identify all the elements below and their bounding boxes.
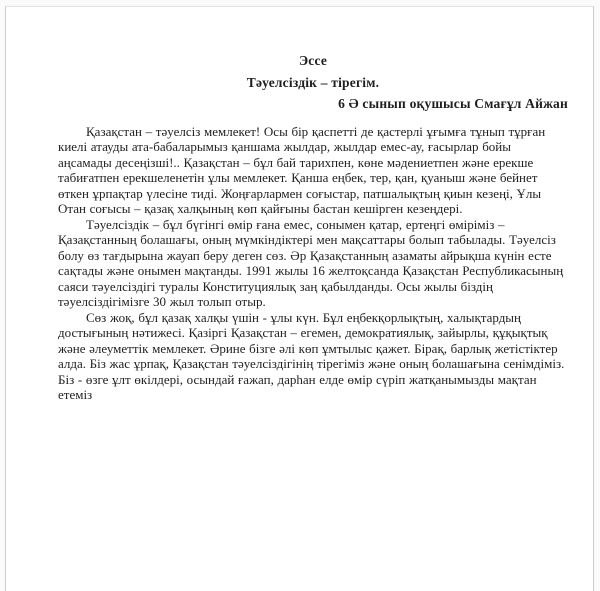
essay-paragraph-2: Тәуелсіздік – бұл бүгінгі өмір ғана емес, сонымен қатар, ертеңгі өміріміз – Қазақстанның болашағы, оның мүмкіндіктері мен мақсаттары болып табылады. Тәуелсіз болу өз тағдырына жауап беру деген сөз. Әр Қазақстанның азаматы айрықша күнін есте сақтады және онымен мақтанды. 1991 жылы 16 желтоқсанда Қазақстан Республикасының саяси тәуелсіздігі туралы Конституциялық заң қабылданды. Осы жылы біздің тәуелсіздігімізге 30 жыл толып отыр. (58, 216, 564, 309)
essay-subtitle: Тәуелсіздік – тірегім. (246, 74, 380, 90)
essay-content (6, 7, 593, 403)
essay-paragraph-3: Сөз жоқ, бұл қазақ халқы үшін - ұлы күн. Бұл еңбекқорлықтың, халықтардың достығының нәтижесі. Қазіргі Қазақстан – егемен, демократиялық, зайырлы, құқықтық және әлеуметтік мемлекет. Әрине бізге әлі көп ұмтылыс қажет. Бірақ, барлық жетістіктер алда. Біз жас ұрпақ, Қазақстан тәуелсіздігінің тірегіміз және оның болашағына сенімдіміз. Біз - өзге ұлт өкілдері, осындай ғажап, дарһан елде өмір сүріп жатқанымызды мақтан етеміз (58, 309, 565, 402)
essay-author-line: 6 Ә сынып оқушысы Смағұл Айжан (338, 96, 568, 111)
essay-title: Эссе (298, 53, 328, 68)
essay-paragraph-1: Қазақстан – тәуелсіз мемлекет! Осы бір қаспетті де қастерлі ұғымға тұнып тұрған киелі атауды ата-бабаларымыз қаншама жылдар, жылдар емес-ау, ғасырлар бойы аңсамады десеңізші!.. Қазақстан – бұл бай тарихпен, көне мәдениетпен және ерекше табиғатпен ерекшеленетін ұлы мемлекет. Қанша еңбек, тер, қан, қуаныш және бейнет өткен ұрпақтар үлесіне тиді. Жоңғарлармен соғыстар, патшалықтың қиын кезеңі, Ұлы Отан соғысы – қазақ халқының көп қайғыны бастан кешірген кезеңдері. (58, 123, 546, 216)
document-page (5, 6, 594, 591)
